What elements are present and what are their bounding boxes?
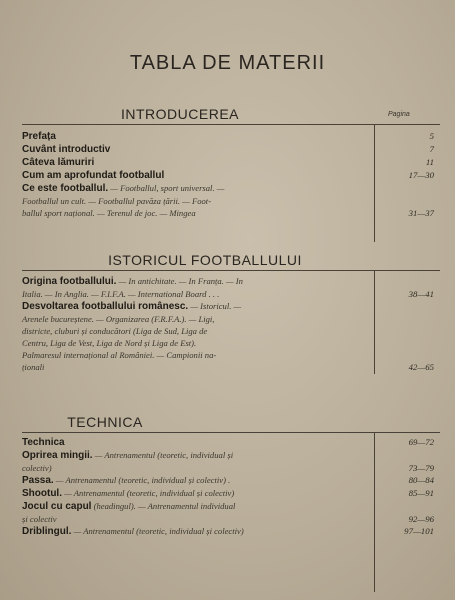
toc-row-continuation: și colectiv 92—96 bbox=[22, 514, 434, 524]
toc-row-continuation: ballul sport național. — Terenul de joc. — Mingea 31—37 bbox=[22, 208, 434, 218]
section-rule bbox=[22, 432, 440, 433]
section-rows-istoricul bbox=[22, 275, 442, 373]
toc-row[interactable]: Desvoltarea footballului românesc. — Istoricul. — bbox=[22, 301, 242, 312]
toc-row-continuation: districte, cluburi și conducători (Liga de Sud, Liga de bbox=[22, 326, 208, 336]
toc-row[interactable]: Passa. — Antrenamentul (teoretic, individual și colectiv) . 80—84 bbox=[22, 475, 434, 486]
toc-row[interactable]: Origina footballului. — In antichitate. — In Franța. — In bbox=[22, 276, 243, 287]
toc-row[interactable]: Oprirea mingii. — Antrenamentul (teoretic, individual și bbox=[22, 450, 234, 461]
toc-row-continuation: Palmaresul internațional al României. — Campionii na- bbox=[22, 350, 217, 360]
section-rows-introducerea bbox=[22, 130, 442, 219]
page-title: TABLA DE MATERII bbox=[129, 52, 326, 74]
section-rule bbox=[22, 124, 440, 125]
toc-row-continuation: colectiv) 73—79 bbox=[22, 463, 434, 473]
toc-row[interactable]: Cum am aprofundat footballul 17—30 bbox=[22, 170, 434, 181]
section-rule bbox=[22, 270, 440, 271]
toc-row-continuation: Footballul un cult. — Footballul pavăza țării. — Foot- bbox=[22, 196, 212, 206]
pagina-header: Pagina bbox=[388, 111, 410, 118]
section-title-technica: TECHNICA bbox=[67, 414, 143, 430]
toc-row-continuation: Centru, Liga de Vest, Liga de Nord și Liga de Est). bbox=[22, 338, 197, 348]
toc-row[interactable]: Câteva lămuriri 11 bbox=[22, 157, 434, 168]
toc-row-continuation: ționali 42—65 bbox=[22, 362, 434, 372]
toc-row-continuation: Italia. — In Anglia. — F.I.F.A. — International Board . . . 38—41 bbox=[22, 289, 434, 299]
section-title-introducerea: INTRODUCEREA bbox=[120, 106, 239, 122]
toc-row[interactable]: Technica 69—72 bbox=[22, 437, 434, 448]
toc-row[interactable]: Driblingul. — Antrenamentul (teoretic, individual și colectiv) 97—101 bbox=[22, 526, 434, 537]
toc-row[interactable]: Jocul cu capul (headingul). — Antrenamentul individual bbox=[22, 501, 236, 512]
toc-row[interactable]: Ce este footballul. — Footballul, sport universal. — bbox=[22, 183, 225, 194]
toc-row-continuation: Arenele bucureștene. — Organizarea (F.R.F.A.). — Ligi, bbox=[22, 314, 215, 324]
toc-row[interactable]: Cuvânt introductiv 7 bbox=[22, 144, 434, 155]
section-title-istoricul: ISTORICUL FOOTBALLULUI bbox=[108, 252, 302, 268]
toc-row[interactable]: Shootul. — Antrenamentul (teoretic, individual și colectiv) 85—91 bbox=[22, 488, 434, 499]
section-rows-technica bbox=[22, 436, 442, 538]
toc-row[interactable]: Prefața 5 bbox=[22, 131, 434, 142]
